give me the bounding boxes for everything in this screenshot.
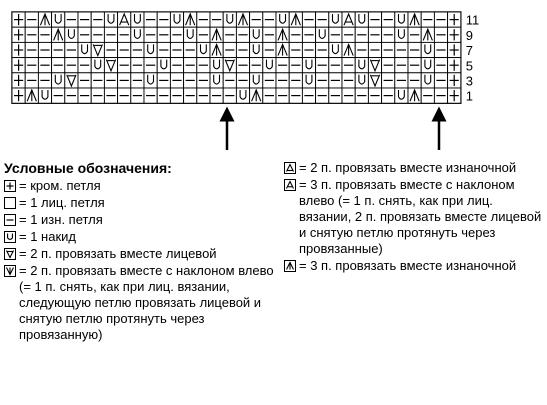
chart-cell-dash-icon xyxy=(157,42,170,57)
yarn-over-icon xyxy=(4,231,16,243)
chart-cell-dash-icon xyxy=(52,58,65,73)
legend-item xyxy=(4,178,279,194)
chart-cell-p3tog-icon xyxy=(210,42,223,57)
chart-cell-k3tog-left-icon xyxy=(342,12,355,27)
chart-cell-dash-icon xyxy=(316,88,329,103)
row-number: 3 xyxy=(465,73,474,89)
chart-cell-p3tog-icon xyxy=(210,27,223,42)
chart-cell-dash-icon xyxy=(104,27,117,42)
chart-cell-dash-icon xyxy=(210,12,223,27)
chart-cell-dash-icon xyxy=(184,73,197,88)
legend-left-column xyxy=(4,160,279,343)
chart-cell-dash-icon xyxy=(329,27,342,42)
chart-cell-dash-icon xyxy=(170,42,183,57)
chart-cell-dash-icon xyxy=(302,12,315,27)
chart-cell-dash-icon xyxy=(157,88,170,103)
chart-cell-dash-icon xyxy=(157,73,170,88)
chart-cell-dash-icon xyxy=(382,27,395,42)
p3tog-icon xyxy=(284,260,296,272)
chart-cell-dash-icon xyxy=(408,42,421,57)
chart-cell-yarn-over-icon xyxy=(52,12,65,27)
chart-cell-dash-icon xyxy=(276,73,289,88)
chart-cell-dash-icon xyxy=(38,73,51,88)
empty-icon xyxy=(4,197,16,209)
chart-cell-dash-icon xyxy=(170,73,183,88)
chart-cell-yarn-over-icon xyxy=(302,58,315,73)
chart-cell-yarn-over-icon xyxy=(210,58,223,73)
chart-cell-yarn-over-icon xyxy=(421,42,434,57)
legend-item-text: = 3 п. провязать вместе изнаночной xyxy=(299,258,517,273)
chart-cell-dash-icon xyxy=(342,73,355,88)
chart-cell-dash-icon xyxy=(368,12,381,27)
chart-cell-k3tog-left-icon xyxy=(118,12,131,27)
chart-cell-dash-icon xyxy=(223,27,236,42)
chart-cell-dash-icon xyxy=(355,27,368,42)
chart-cell-plus-icon xyxy=(12,27,25,42)
chart-cell-yarn-over-icon xyxy=(157,58,170,73)
chart-cell-dash-icon xyxy=(289,58,302,73)
chart-cell-dash-icon xyxy=(144,88,157,103)
chart-cell-dash-icon xyxy=(65,88,78,103)
chart-cell-plus-icon xyxy=(12,12,25,27)
chart-cell-dash-icon xyxy=(329,88,342,103)
chart-cell-dash-icon xyxy=(263,12,276,27)
chart-cell-dash-icon xyxy=(421,12,434,27)
chart-cell-dash-icon xyxy=(263,42,276,57)
chart-cell-yarn-over-icon xyxy=(210,73,223,88)
chart-cell-dash-icon xyxy=(91,88,104,103)
chart-cell-dash-icon xyxy=(355,88,368,103)
chart-cell-yarn-over-icon xyxy=(329,12,342,27)
chart-cell-yarn-over-icon xyxy=(250,27,263,42)
legend-item xyxy=(4,212,279,228)
row-number: 5 xyxy=(465,58,474,74)
chart-cell-dash-icon xyxy=(118,58,131,73)
chart-cell-dash-icon xyxy=(223,73,236,88)
chart-cell-dash-icon xyxy=(144,58,157,73)
chart-cell-p3tog-icon xyxy=(25,88,38,103)
chart-cell-dash-icon xyxy=(131,58,144,73)
chart-cell-dash-icon xyxy=(434,58,447,73)
chart-cell-dash-icon xyxy=(25,58,38,73)
chart-cell-yarn-over-icon xyxy=(355,12,368,27)
dash-icon xyxy=(4,214,16,226)
chart-cell-dash-icon xyxy=(65,12,78,27)
chart-cell-yarn-over-icon xyxy=(329,42,342,57)
chart-cell-p3tog-icon xyxy=(342,42,355,57)
chart-cell-p3tog-icon xyxy=(276,42,289,57)
chart-cell-yarn-over-icon xyxy=(104,12,117,27)
chart-cell-p3tog-icon xyxy=(408,88,421,103)
chart-cell-p3tog-icon xyxy=(289,12,302,27)
chart-cell-dash-icon xyxy=(329,73,342,88)
chart-cell-dash-icon xyxy=(276,88,289,103)
chart-cell-yarn-over-icon xyxy=(144,42,157,57)
chart-cell-dash-icon xyxy=(236,58,249,73)
legend-item xyxy=(284,160,544,176)
chart-cell-dash-icon xyxy=(104,73,117,88)
chart-cell-plus-icon xyxy=(448,88,461,103)
chart-cell-p3tog-icon xyxy=(421,27,434,42)
chart-cell-plus-icon xyxy=(12,73,25,88)
chart-cell-dash-icon xyxy=(91,12,104,27)
legend-item-text: = кром. петля xyxy=(19,178,101,193)
chart-cell-dash-icon xyxy=(263,88,276,103)
chart-cell-dash-icon xyxy=(408,58,421,73)
chart-cell-dash-icon xyxy=(131,73,144,88)
legend-item-text: = 2 п. провязать вместе изнаночной xyxy=(299,160,517,175)
chart-cell-dash-icon xyxy=(395,58,408,73)
chart-cell-dash-icon xyxy=(316,42,329,57)
chart-cell-dash-icon xyxy=(276,58,289,73)
chart-cell-yarn-over-icon xyxy=(355,73,368,88)
chart-cell-yarn-over-icon xyxy=(91,58,104,73)
row-number: 11 xyxy=(465,12,480,28)
chart-cell-dash-icon xyxy=(223,42,236,57)
chart-cell-yarn-over-icon xyxy=(276,12,289,27)
chart-cell-dash-icon xyxy=(118,73,131,88)
chart-cell-dash-icon xyxy=(342,88,355,103)
chart-cell-plus-icon xyxy=(12,42,25,57)
chart-cell-dash-icon xyxy=(316,12,329,27)
legend-right-column xyxy=(284,160,544,274)
chart-cell-yarn-over-icon xyxy=(395,27,408,42)
chart-cell-dash-icon xyxy=(78,12,91,27)
chart-cell-dash-icon xyxy=(197,88,210,103)
chart-cell-dash-icon xyxy=(38,27,51,42)
chart-cell-dash-icon xyxy=(78,73,91,88)
chart-cell-dash-icon xyxy=(316,58,329,73)
chart-cell-dash-icon xyxy=(263,73,276,88)
chart-cell-dash-icon xyxy=(184,88,197,103)
legend-item-text: = 2 п. провязать вместе лицевой xyxy=(19,246,217,261)
chart-cell-dash-icon xyxy=(78,88,91,103)
p2tog-icon xyxy=(284,162,296,174)
chart-cell-dash-icon xyxy=(223,88,236,103)
chart-cell-yarn-over-icon xyxy=(52,73,65,88)
chart-cell-dash-icon xyxy=(52,88,65,103)
chart-cell-plus-icon xyxy=(448,12,461,27)
chart-cell-yarn-over-icon xyxy=(302,73,315,88)
chart-cell-p3tog-icon xyxy=(184,12,197,27)
chart-cell-yarn-over-icon xyxy=(395,88,408,103)
legend-item-text: = 2 п. провязать вместе с наклоном влево (= 1 п. снять, как при лиц. вязании, следующую петлю провязать лицевой и снятую петлю протянуть через провязанную) xyxy=(19,263,274,342)
chart-cell-yarn-over-icon xyxy=(421,58,434,73)
chart-cell-dash-icon xyxy=(250,12,263,27)
chart-cell-dash-icon xyxy=(197,27,210,42)
row-number: 9 xyxy=(465,27,474,43)
chart-cell-dash-icon xyxy=(395,73,408,88)
legend-item-text: = 3 п. провязать вместе с наклоном влево (= 1 п. снять, как при лиц. вязании, 2 п. провязать вместе лицевой и снятую петлю протянуть через провязанные) xyxy=(299,177,542,256)
legend-heading: Условные обозначения: xyxy=(4,160,172,176)
chart-cell-dash-icon xyxy=(250,58,263,73)
chart-cell-dash-icon xyxy=(382,88,395,103)
chart-cell-k2tog-icon xyxy=(104,58,117,73)
chart-cell-dash-icon xyxy=(197,73,210,88)
legend-item-text: = 1 лиц. петля xyxy=(19,195,105,210)
chart-cell-dash-icon xyxy=(91,73,104,88)
chart-cell-dash-icon xyxy=(434,88,447,103)
chart-cell-dash-icon xyxy=(52,42,65,57)
chart-cell-yarn-over-icon xyxy=(316,27,329,42)
chart-cell-plus-icon xyxy=(448,27,461,42)
chart-cell-p3tog-icon xyxy=(236,12,249,27)
legend-item xyxy=(4,263,279,343)
chart-cell-yarn-over-icon xyxy=(197,42,210,57)
chart-cell-dash-icon xyxy=(408,73,421,88)
legend-item xyxy=(4,229,279,245)
legend-item xyxy=(284,258,544,274)
chart-cell-plus-icon xyxy=(448,58,461,73)
legend-item xyxy=(4,195,279,211)
chart-cell-k2tog-icon xyxy=(223,58,236,73)
chart-cell-dash-icon xyxy=(170,58,183,73)
chart-cell-dash-icon xyxy=(368,42,381,57)
chart-cell-dash-icon xyxy=(382,12,395,27)
legend-item-text: = 1 накид xyxy=(19,229,76,244)
chart-cell-plus-icon xyxy=(12,88,25,103)
chart-cell-dash-icon xyxy=(302,88,315,103)
chart-cell-dash-icon xyxy=(131,42,144,57)
chart-cell-dash-icon xyxy=(342,58,355,73)
chart-cell-dash-icon xyxy=(236,73,249,88)
chart-cell-dash-icon xyxy=(236,42,249,57)
chart-cell-dash-icon xyxy=(236,27,249,42)
row-number: 1 xyxy=(465,88,474,104)
chart-cell-dash-icon xyxy=(302,42,315,57)
chart-cell-dash-icon xyxy=(434,12,447,27)
chart-cell-yarn-over-icon xyxy=(170,12,183,27)
chart-cell-p3tog-icon xyxy=(408,12,421,27)
chart-cell-yarn-over-icon xyxy=(184,27,197,42)
chart-cell-p3tog-icon xyxy=(250,88,263,103)
chart-cell-dash-icon xyxy=(408,27,421,42)
chart-cell-yarn-over-icon xyxy=(263,58,276,73)
chart-cell-dash-icon xyxy=(157,12,170,27)
chart-cell-dash-icon xyxy=(289,42,302,57)
chart-cell-plus-icon xyxy=(448,73,461,88)
chart-cell-dash-icon xyxy=(355,42,368,57)
legend-item xyxy=(284,177,544,257)
chart-cell-dash-icon xyxy=(170,88,183,103)
chart-cell-dash-icon xyxy=(382,73,395,88)
chart-cell-dash-icon xyxy=(197,58,210,73)
chart-cell-dash-icon xyxy=(197,12,210,27)
chart-cell-dash-icon xyxy=(78,27,91,42)
knitting-chart xyxy=(0,0,547,160)
chart-cell-dash-icon xyxy=(131,88,144,103)
chart-cell-dash-icon xyxy=(25,42,38,57)
ssk-icon xyxy=(4,265,16,277)
chart-cell-dash-icon xyxy=(118,27,131,42)
chart-cell-k2tog-icon xyxy=(368,73,381,88)
chart-cell-yarn-over-icon xyxy=(250,73,263,88)
row-number: 7 xyxy=(465,43,474,59)
chart-cell-dash-icon xyxy=(368,88,381,103)
chart-cell-dash-icon xyxy=(170,27,183,42)
chart-cell-dash-icon xyxy=(78,58,91,73)
chart-cell-plus-icon xyxy=(12,58,25,73)
chart-cell-yarn-over-icon xyxy=(131,27,144,42)
chart-cell-dash-icon xyxy=(104,88,117,103)
chart-cell-dash-icon xyxy=(25,12,38,27)
chart-cell-p3tog-icon xyxy=(276,27,289,42)
chart-cell-p3tog-icon xyxy=(38,12,51,27)
chart-cell-dash-icon xyxy=(65,42,78,57)
chart-cell-dash-icon xyxy=(382,42,395,57)
chart-cell-k2tog-icon xyxy=(368,58,381,73)
chart-cell-yarn-over-icon xyxy=(395,12,408,27)
chart-cell-yarn-over-icon xyxy=(421,73,434,88)
chart-cell-dash-icon xyxy=(421,88,434,103)
k2tog-icon xyxy=(4,248,16,260)
chart-cell-yarn-over-icon xyxy=(78,42,91,57)
chart-cell-dash-icon xyxy=(144,27,157,42)
chart-cell-dash-icon xyxy=(382,58,395,73)
chart-cell-dash-icon xyxy=(434,73,447,88)
chart-cell-dash-icon xyxy=(302,27,315,42)
chart-cell-dash-icon xyxy=(184,58,197,73)
chart-cell-yarn-over-icon xyxy=(131,12,144,27)
chart-cell-dash-icon xyxy=(434,42,447,57)
chart-cell-dash-icon xyxy=(289,73,302,88)
chart-cell-yarn-over-icon xyxy=(355,58,368,73)
chart-cell-k2tog-icon xyxy=(65,73,78,88)
chart-cell-yarn-over-icon xyxy=(250,42,263,57)
chart-cell-yarn-over-icon xyxy=(65,27,78,42)
chart-cell-plus-icon xyxy=(448,42,461,57)
plus-icon xyxy=(4,180,16,192)
chart-cell-dash-icon xyxy=(289,88,302,103)
chart-cell-dash-icon xyxy=(65,58,78,73)
chart-cell-dash-icon xyxy=(263,27,276,42)
chart-cell-p3tog-icon xyxy=(52,27,65,42)
chart-cell-dash-icon xyxy=(91,27,104,42)
legend-item xyxy=(4,246,279,262)
chart-cell-dash-icon xyxy=(157,27,170,42)
chart-cell-dash-icon xyxy=(342,27,355,42)
chart-cell-dash-icon xyxy=(184,42,197,57)
chart-cell-yarn-over-icon xyxy=(144,73,157,88)
chart-cell-dash-icon xyxy=(316,73,329,88)
legend-item-text: = 1 изн. петля xyxy=(19,212,103,227)
chart-cell-dash-icon xyxy=(118,42,131,57)
chart-cell-dash-icon xyxy=(329,58,342,73)
chart-cell-yarn-over-icon xyxy=(236,88,249,103)
chart-cell-dash-icon xyxy=(38,58,51,73)
chart-cell-dash-icon xyxy=(395,42,408,57)
chart-cell-dash-icon xyxy=(104,42,117,57)
chart-cell-dash-icon xyxy=(118,88,131,103)
chart-cell-yarn-over-icon xyxy=(38,88,51,103)
chart-cell-dash-icon xyxy=(289,27,302,42)
chart-cell-dash-icon xyxy=(25,27,38,42)
chart-cell-k2tog-icon xyxy=(91,42,104,57)
chart-cell-dash-icon xyxy=(210,88,223,103)
chart-cell-yarn-over-icon xyxy=(223,12,236,27)
chart-cell-dash-icon xyxy=(368,27,381,42)
chart-cell-dash-icon xyxy=(25,73,38,88)
k3tog-left-icon xyxy=(284,179,296,191)
chart-cell-dash-icon xyxy=(144,12,157,27)
chart-cell-dash-icon xyxy=(38,42,51,57)
chart-cell-dash-icon xyxy=(434,27,447,42)
